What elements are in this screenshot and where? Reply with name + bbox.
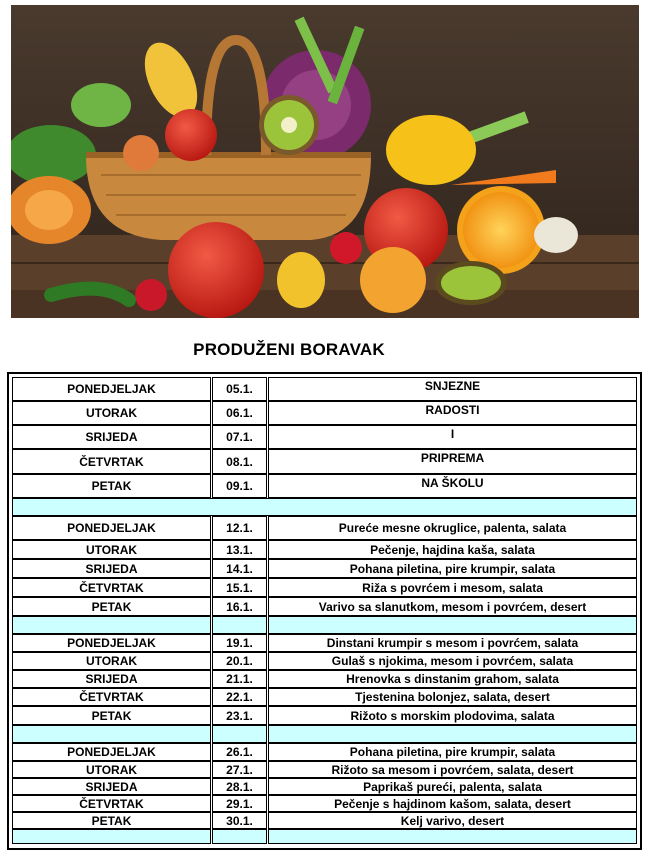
date-cell: 06.1. xyxy=(212,401,267,425)
date-cell: 23.1. xyxy=(212,706,267,725)
meal-cell: I xyxy=(268,425,637,449)
menu-row xyxy=(12,743,637,761)
meal-cell: Dinstani krumpir s mesom i povrćem, salata xyxy=(268,634,637,652)
separator-cell xyxy=(212,725,267,743)
meal-cell: Rižoto sa mesom i povrćem, salata, desert xyxy=(268,761,637,778)
day-cell: UTORAK xyxy=(12,761,211,778)
date-cell: 15.1. xyxy=(212,578,267,597)
separator-cell xyxy=(268,829,637,844)
date-cell: 19.1. xyxy=(212,634,267,652)
day-cell: SRIJEDA xyxy=(12,559,211,578)
day-cell: PETAK xyxy=(12,812,211,829)
separator-cell xyxy=(12,829,211,844)
meal-cell: SNJEZNE xyxy=(268,377,637,401)
meal-cell: PRIPREMA xyxy=(268,449,637,474)
date-cell: 08.1. xyxy=(212,449,267,474)
meal-cell: Pohana piletina, pire krumpir, salata xyxy=(268,743,637,761)
vegetable-basket-photo xyxy=(11,5,639,318)
menu-row xyxy=(12,540,637,559)
menu-table xyxy=(7,372,642,850)
date-cell: 12.1. xyxy=(212,516,267,540)
date-cell: 07.1. xyxy=(212,425,267,449)
day-cell: UTORAK xyxy=(12,401,211,425)
day-cell: SRIJEDA xyxy=(12,670,211,688)
menu-row xyxy=(12,425,637,449)
day-cell: ČETVRTAK xyxy=(12,795,211,812)
date-cell: 28.1. xyxy=(212,778,267,795)
menu-row xyxy=(12,778,637,795)
day-cell: UTORAK xyxy=(12,652,211,670)
day-cell: ČETVRTAK xyxy=(12,449,211,474)
week-separator xyxy=(12,616,637,634)
menu-row xyxy=(12,377,637,401)
date-cell: 13.1. xyxy=(212,540,267,559)
menu-row xyxy=(12,670,637,688)
meal-cell: NA ŠKOLU xyxy=(268,474,637,498)
day-cell: PONEDJELJAK xyxy=(12,377,211,401)
day-cell: SRIJEDA xyxy=(12,425,211,449)
day-cell: PETAK xyxy=(12,597,211,616)
menu-row xyxy=(12,474,637,498)
meal-cell: Tjestenina bolonjez, salata, desert xyxy=(268,688,637,706)
date-cell: 30.1. xyxy=(212,812,267,829)
menu-row xyxy=(12,812,637,829)
date-cell: 14.1. xyxy=(212,559,267,578)
day-cell: SRIJEDA xyxy=(12,778,211,795)
date-cell: 29.1. xyxy=(212,795,267,812)
separator-cell xyxy=(268,725,637,743)
meal-cell: Hrenovka s dinstanim grahom, salata xyxy=(268,670,637,688)
menu-row xyxy=(12,559,637,578)
menu-row xyxy=(12,449,637,474)
meal-cell: Pohana piletina, pire krumpir, salata xyxy=(268,559,637,578)
day-cell: PETAK xyxy=(12,706,211,725)
date-cell: 26.1. xyxy=(212,743,267,761)
menu-row xyxy=(12,597,637,616)
menu-row xyxy=(12,516,637,540)
meal-cell: Gulaš s njokima, mesom i povrćem, salata xyxy=(268,652,637,670)
week-separator xyxy=(12,498,637,516)
date-cell: 20.1. xyxy=(212,652,267,670)
date-cell: 16.1. xyxy=(212,597,267,616)
meal-cell: Paprikaš pureći, palenta, salata xyxy=(268,778,637,795)
day-cell: UTORAK xyxy=(12,540,211,559)
menu-row xyxy=(12,578,637,597)
day-cell: PETAK xyxy=(12,474,211,498)
menu-row xyxy=(12,795,637,812)
day-cell: PONEDJELJAK xyxy=(12,516,211,540)
separator-cell xyxy=(268,616,637,634)
menu-row xyxy=(12,401,637,425)
date-cell: 27.1. xyxy=(212,761,267,778)
meal-cell: Pečenje, hajdina kaša, salata xyxy=(268,540,637,559)
date-cell: 22.1. xyxy=(212,688,267,706)
day-cell: ČETVRTAK xyxy=(12,578,211,597)
menu-row xyxy=(12,634,637,652)
menu-row xyxy=(12,761,637,778)
menu-row xyxy=(12,688,637,706)
separator-cell xyxy=(12,725,211,743)
date-cell: 09.1. xyxy=(212,474,267,498)
day-cell: ČETVRTAK xyxy=(12,688,211,706)
day-cell: PONEDJELJAK xyxy=(12,634,211,652)
meal-cell: Kelj varivo, desert xyxy=(268,812,637,829)
meal-cell: Riža s povrćem i mesom, salata xyxy=(268,578,637,597)
separator-cell xyxy=(212,616,267,634)
week-separator xyxy=(12,725,637,743)
day-cell: PONEDJELJAK xyxy=(12,743,211,761)
date-cell: 05.1. xyxy=(212,377,267,401)
vegetable-basket-illustration xyxy=(11,5,639,318)
meal-cell: Varivo sa slanutkom, mesom i povrćem, desert xyxy=(268,597,637,616)
menu-row xyxy=(12,706,637,725)
meal-cell: RADOSTI xyxy=(268,401,637,425)
page-title: PRODUŽENI BORAVAK xyxy=(193,340,385,359)
meal-cell: Rižoto s morskim plodovima, salata xyxy=(268,706,637,725)
separator-cell xyxy=(12,616,211,634)
week-separator xyxy=(12,829,637,844)
meal-cell: Pureće mesne okruglice, palenta, salata xyxy=(268,516,637,540)
separator-cell xyxy=(212,829,267,844)
meal-cell: Pečenje s hajdinom kašom, salata, desert xyxy=(268,795,637,812)
date-cell: 21.1. xyxy=(212,670,267,688)
menu-row xyxy=(12,652,637,670)
separator-cell xyxy=(12,498,637,516)
menu-grid xyxy=(12,377,637,845)
